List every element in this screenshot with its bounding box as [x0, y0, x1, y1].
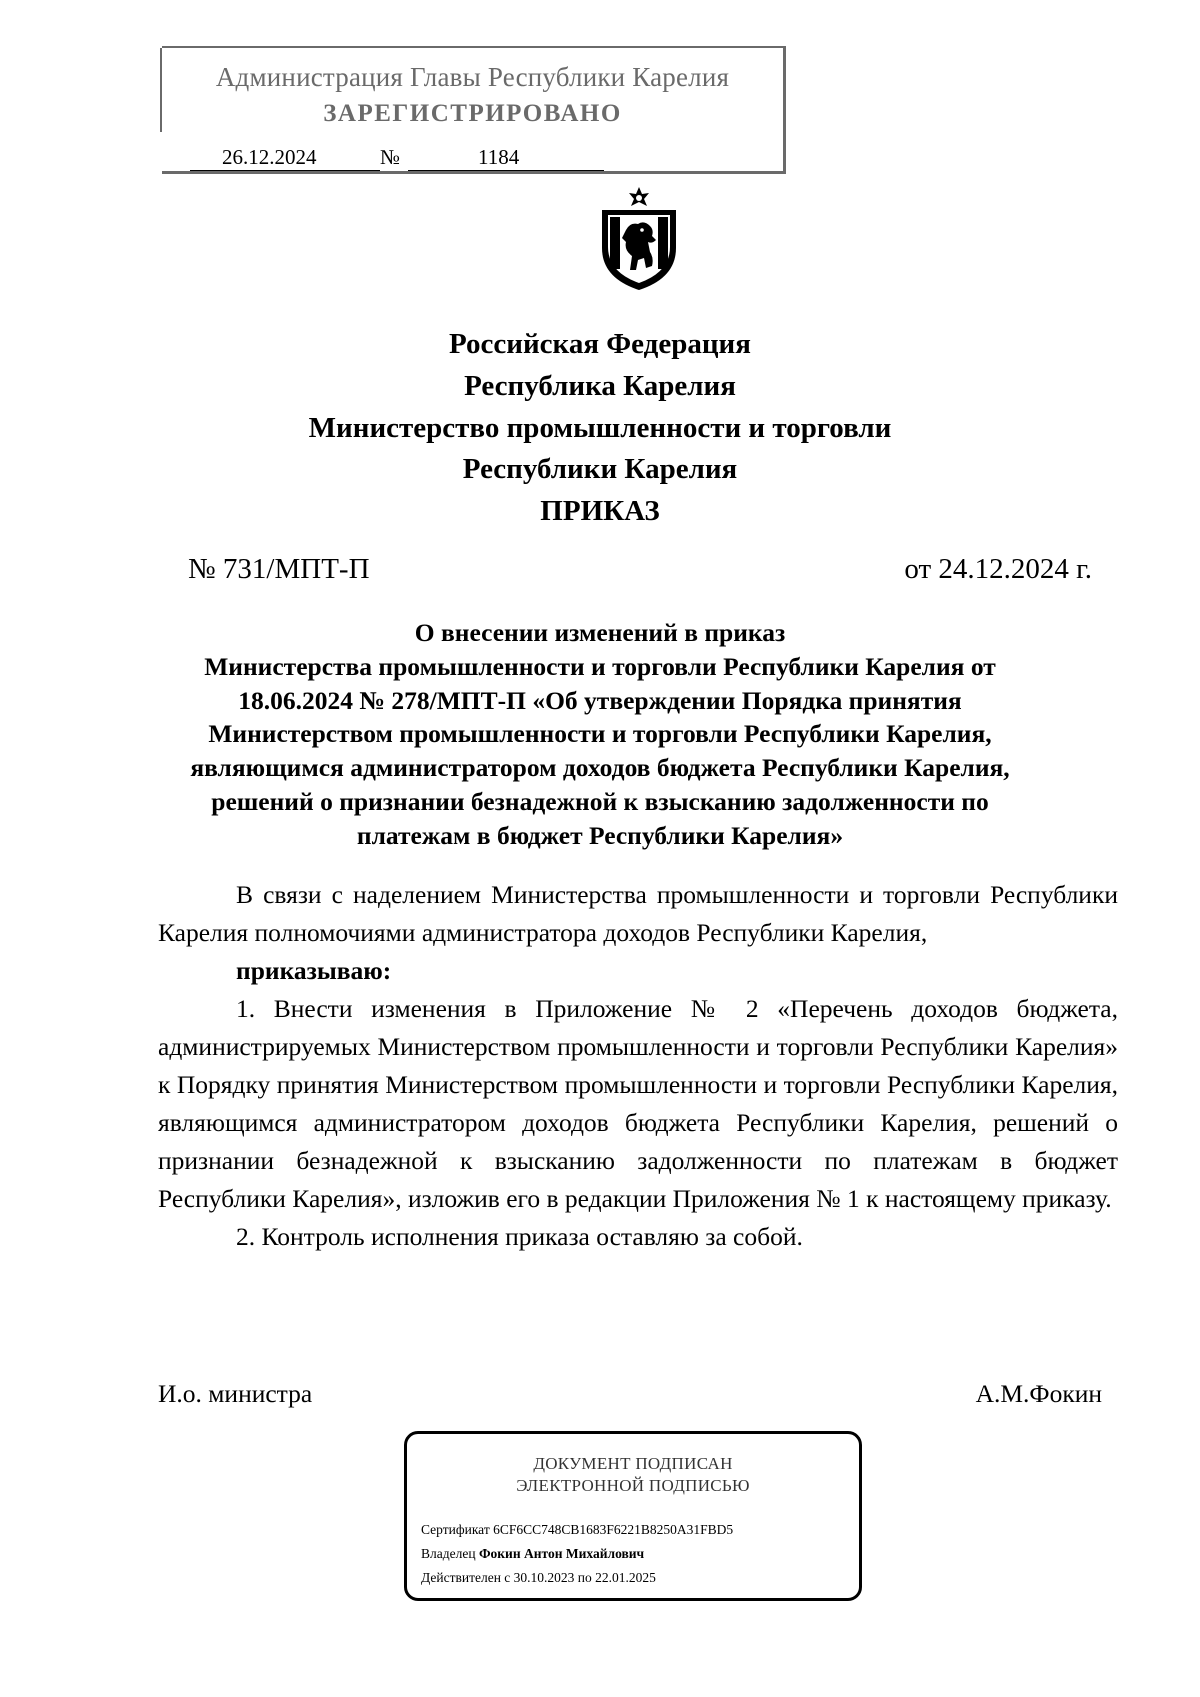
order-number: № 731/МПТ-П	[188, 553, 370, 585]
electronic-signature-stamp	[404, 1431, 862, 1601]
preamble-paragraph: В связи с наделением Министерства промышленности и торговли Республики Карелия полномочиями администратора доходов Республики Карелия,	[158, 880, 1118, 947]
order-date: от 24.12.2024 г.	[904, 553, 1092, 585]
stamp-number: 1184	[478, 145, 520, 169]
signer-position: И.о. министра	[158, 1379, 313, 1408]
order-subject	[130, 616, 1070, 853]
subject-line: 18.06.2024 № 278/МПТ-П «Об утверждении Порядка принятия	[238, 685, 962, 715]
esig-owner-row	[421, 1546, 644, 1562]
document-type: ПРИКАЗ	[540, 495, 660, 527]
subject-line: О внесении изменений в приказ	[414, 618, 786, 647]
stamp-status: ЗАРЕГИСТРИРОВАНО	[323, 100, 622, 127]
esig-owner-label: Владелец	[421, 1546, 476, 1561]
subject-line: платежам в бюджет Республики Карелия»	[356, 820, 844, 850]
esig-valid-from: 30.10.2023	[513, 1570, 575, 1585]
esig-heading-line2: ЭЛЕКТРОННОЙ ПОДПИСЬЮ	[516, 1476, 750, 1495]
header-ministry-line1: Министерство промышленности и торговли	[308, 412, 892, 444]
esig-owner-value: Фокин Антон Михайлович	[478, 1546, 645, 1561]
registration-stamp	[162, 46, 786, 174]
subject-line: Министерства промышленности и торговли Республики Карелия от	[204, 651, 996, 681]
esig-certificate-label: Сертификат	[421, 1522, 490, 1537]
esig-heading-line1: ДОКУМЕНТ ПОДПИСАН	[533, 1454, 733, 1473]
header-country: Российская Федерация	[449, 328, 751, 360]
stamp-date-underline	[190, 170, 380, 171]
header-republic: Республика Карелия	[464, 370, 736, 402]
subject-line: Министерством промышленности и торговли Республики Карелия,	[208, 719, 992, 749]
subject-line: решений о признании безнадежной к взысканию задолженности по	[211, 786, 989, 816]
esig-valid-to: 22.01.2025	[595, 1570, 656, 1585]
esig-certificate-value: 6CF6CC748CB1683F6221B8250A31FBD5	[493, 1522, 734, 1537]
esig-certificate-row	[421, 1522, 733, 1538]
order-word: приказываю:	[236, 956, 392, 985]
karelia-coat-of-arms-icon	[596, 186, 682, 294]
header-ministry-line2: Республики Карелия	[462, 453, 738, 485]
subject-line: являющимся администратором доходов бюджета Республики Карелия,	[190, 753, 1010, 783]
order-item-1: 1. Внести изменения в Приложение № 2 «Перечень доходов бюджета, администрируемых Министерством промышленности и торговли Республики Карелия» к Порядку принятия Министерством промышленности и торговли Республики Карелия, являющимся администратором доходов бюджета Республики Карелия, решений о признании безнадежной к взысканию задолженности по платежам в бюджет Республики Карелия», изложив его в редакции Приложения № 1 к настоящему приказу.	[158, 994, 1118, 1213]
esig-valid-to-label: по	[577, 1570, 592, 1585]
esig-validity-row	[421, 1570, 656, 1586]
stamp-number-underline	[408, 170, 604, 171]
signer-name: А.М.Фокин	[975, 1379, 1102, 1408]
order-item-2: 2. Контроль исполнения приказа оставляю за собой.	[236, 1222, 803, 1251]
esig-valid-label: Действителен с	[421, 1570, 511, 1585]
order-body	[158, 876, 1118, 1256]
stamp-number-sign: №	[380, 145, 401, 169]
stamp-title: Администрация Главы Республики Карелия	[215, 62, 730, 92]
stamp-date: 26.12.2024	[222, 145, 317, 169]
